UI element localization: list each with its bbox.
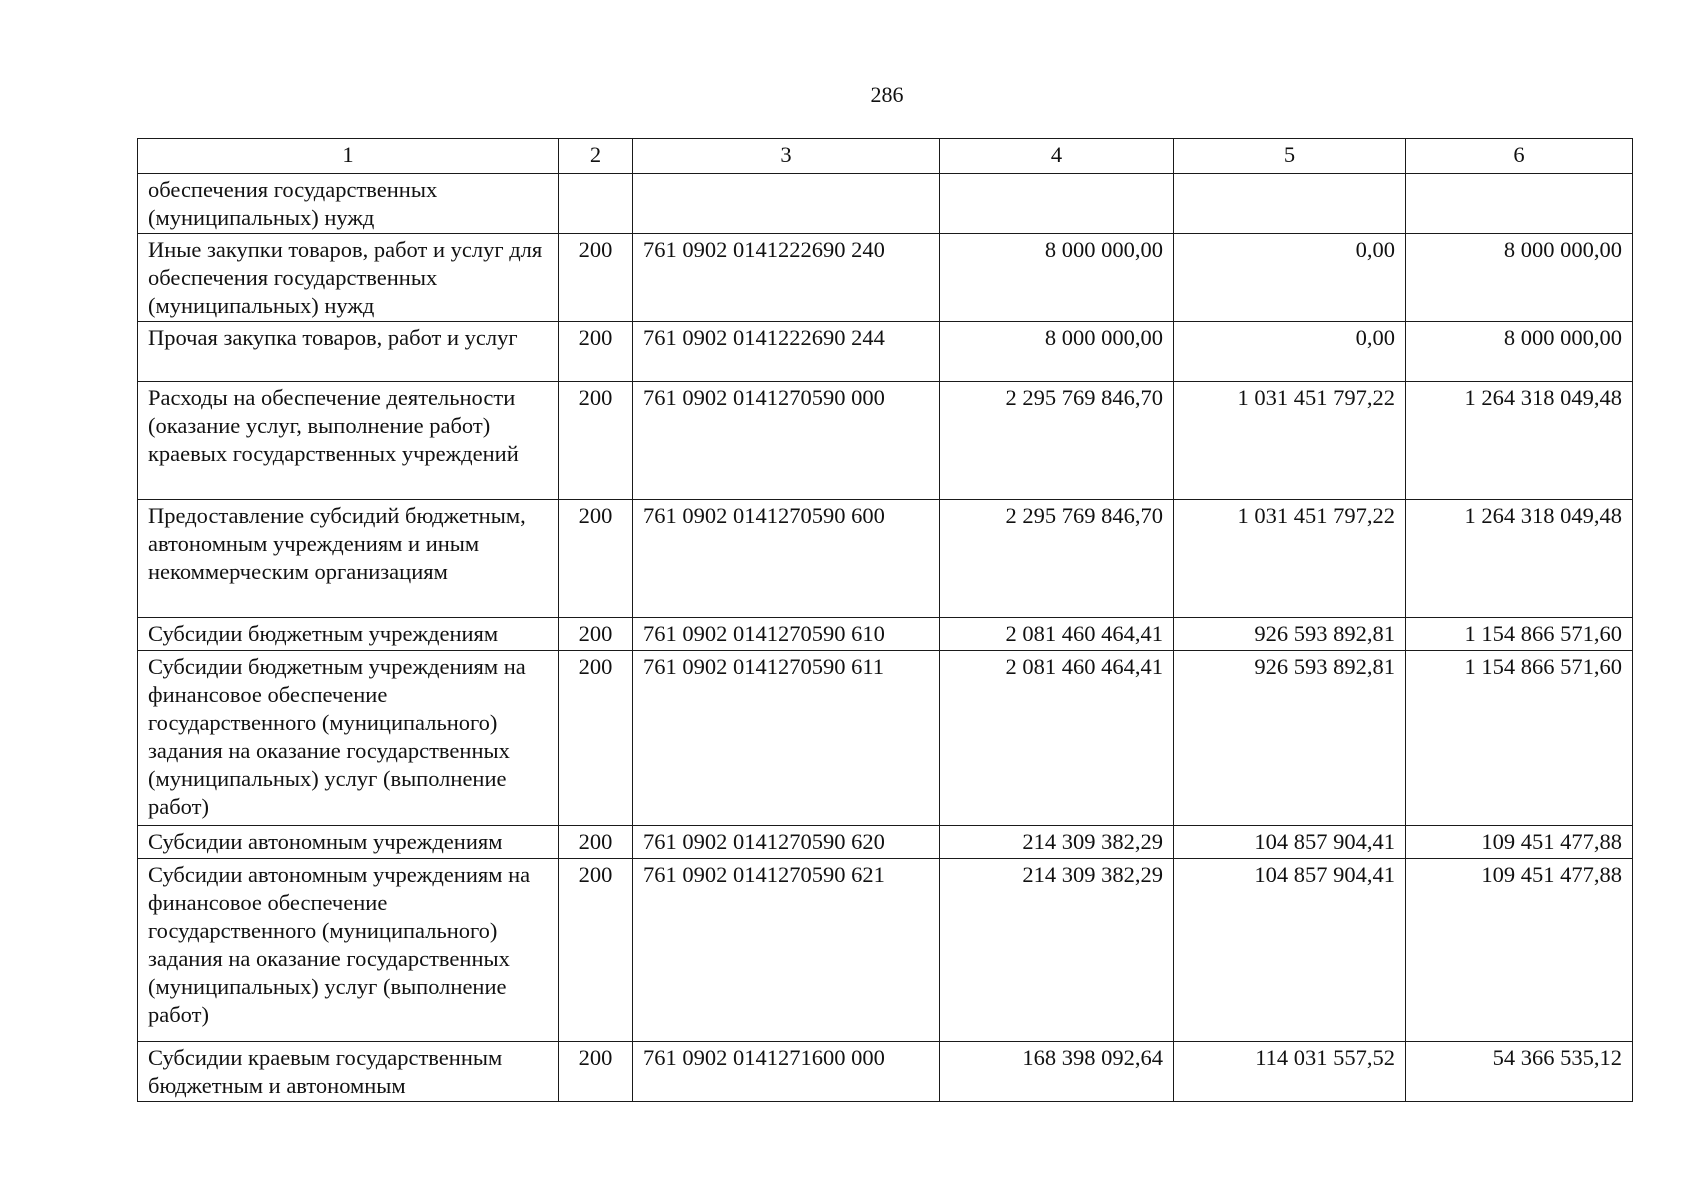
- row-code-cell: 761 0902 0141270590 000: [633, 382, 940, 500]
- row-value-5-cell: 926 593 892,81: [1174, 618, 1406, 651]
- row-value-6-cell: 1 154 866 571,60: [1406, 651, 1633, 826]
- row-code-cell: 761 0902 0141270590 620: [633, 826, 940, 859]
- row-name-cell: Субсидии краевым государственным бюджетным и автономным: [138, 1042, 559, 1102]
- row-value-6-cell: 8 000 000,00: [1406, 234, 1633, 322]
- row-code-cell: 761 0902 0141270590 610: [633, 618, 940, 651]
- row-rk-cell: 200: [559, 826, 633, 859]
- row-value-6-cell: 109 451 477,88: [1406, 826, 1633, 859]
- row-value-5-cell: 1 031 451 797,22: [1174, 500, 1406, 618]
- row-name-cell: Иные закупки товаров, работ и услуг для обеспечения государственных (муниципальных) нужд: [138, 234, 559, 322]
- table-row: [138, 174, 1633, 234]
- row-value-5-cell: 1 031 451 797,22: [1174, 382, 1406, 500]
- row-value-4-cell: 2 081 460 464,41: [940, 651, 1174, 826]
- row-value-4-cell: 2 295 769 846,70: [940, 382, 1174, 500]
- row-value-5-cell: [1174, 174, 1406, 234]
- row-value-4-cell: 2 295 769 846,70: [940, 500, 1174, 618]
- row-value-5-cell: 0,00: [1174, 322, 1406, 382]
- column-header: 3: [633, 139, 940, 174]
- row-rk-cell: [559, 174, 633, 234]
- row-value-4-cell: 2 081 460 464,41: [940, 618, 1174, 651]
- row-value-6-cell: [1406, 174, 1633, 234]
- row-rk-cell: 200: [559, 234, 633, 322]
- row-name-cell: Субсидии автономным учреждениям на финансовое обеспечение государственного (муниципального) задания на оказание государственных (муниципальных) услуг (выполнение работ): [138, 859, 559, 1042]
- row-rk-cell: 200: [559, 651, 633, 826]
- column-header: 1: [138, 139, 559, 174]
- row-name-cell: обеспечения государственных (муниципальных) нужд: [138, 174, 559, 234]
- row-code-cell: 761 0902 0141271600 000: [633, 1042, 940, 1102]
- row-name-cell: Расходы на обеспечение деятельности (оказание услуг, выполнение работ) краевых государственных учреждений: [138, 382, 559, 500]
- table-row: [138, 826, 1633, 859]
- column-header: 5: [1174, 139, 1406, 174]
- row-rk-cell: 200: [559, 322, 633, 382]
- row-value-4-cell: 168 398 092,64: [940, 1042, 1174, 1102]
- table-row: [138, 1042, 1633, 1102]
- row-code-cell: [633, 174, 940, 234]
- row-value-6-cell: 54 366 535,12: [1406, 1042, 1633, 1102]
- row-code-cell: 761 0902 0141270590 600: [633, 500, 940, 618]
- row-value-6-cell: 1 154 866 571,60: [1406, 618, 1633, 651]
- column-header: 4: [940, 139, 1174, 174]
- row-code-cell: 761 0902 0141222690 244: [633, 322, 940, 382]
- row-code-cell: 761 0902 0141270590 611: [633, 651, 940, 826]
- row-rk-cell: 200: [559, 500, 633, 618]
- row-value-6-cell: 1 264 318 049,48: [1406, 382, 1633, 500]
- table-row: [138, 859, 1633, 1042]
- table-header-row: [138, 139, 1633, 174]
- row-name-cell: Субсидии бюджетным учреждениям на финансовое обеспечение государственного (муниципального) задания на оказание государственных (муниципальных) услуг (выполнение работ): [138, 651, 559, 826]
- row-value-5-cell: 0,00: [1174, 234, 1406, 322]
- column-header: 6: [1406, 139, 1633, 174]
- row-value-4-cell: 214 309 382,29: [940, 859, 1174, 1042]
- row-name-cell: Предоставление субсидий бюджетным, автономным учреждениям и иным некоммерческим организациям: [138, 500, 559, 618]
- row-code-cell: 761 0902 0141222690 240: [633, 234, 940, 322]
- row-rk-cell: 200: [559, 382, 633, 500]
- row-value-4-cell: 8 000 000,00: [940, 234, 1174, 322]
- budget-table: [137, 138, 1633, 1102]
- column-header: 2: [559, 139, 633, 174]
- row-value-4-cell: 8 000 000,00: [940, 322, 1174, 382]
- page-number: 286: [870, 82, 904, 107]
- table-row: [138, 651, 1633, 826]
- table-row: [138, 618, 1633, 651]
- table-row: [138, 500, 1633, 618]
- row-name-cell: Прочая закупка товаров, работ и услуг: [138, 322, 559, 382]
- row-value-5-cell: 104 857 904,41: [1174, 826, 1406, 859]
- row-value-6-cell: 109 451 477,88: [1406, 859, 1633, 1042]
- row-value-4-cell: 214 309 382,29: [940, 826, 1174, 859]
- row-rk-cell: 200: [559, 1042, 633, 1102]
- row-value-6-cell: 1 264 318 049,48: [1406, 500, 1633, 618]
- row-code-cell: 761 0902 0141270590 621: [633, 859, 940, 1042]
- table-row: [138, 382, 1633, 500]
- row-name-cell: Субсидии автономным учреждениям: [138, 826, 559, 859]
- row-value-5-cell: 104 857 904,41: [1174, 859, 1406, 1042]
- row-value-5-cell: 114 031 557,52: [1174, 1042, 1406, 1102]
- table-row: [138, 234, 1633, 322]
- row-value-5-cell: 926 593 892,81: [1174, 651, 1406, 826]
- row-value-6-cell: 8 000 000,00: [1406, 322, 1633, 382]
- row-value-4-cell: [940, 174, 1174, 234]
- row-name-cell: Субсидии бюджетным учреждениям: [138, 618, 559, 651]
- table-row: [138, 322, 1633, 382]
- row-rk-cell: 200: [559, 618, 633, 651]
- row-rk-cell: 200: [559, 859, 633, 1042]
